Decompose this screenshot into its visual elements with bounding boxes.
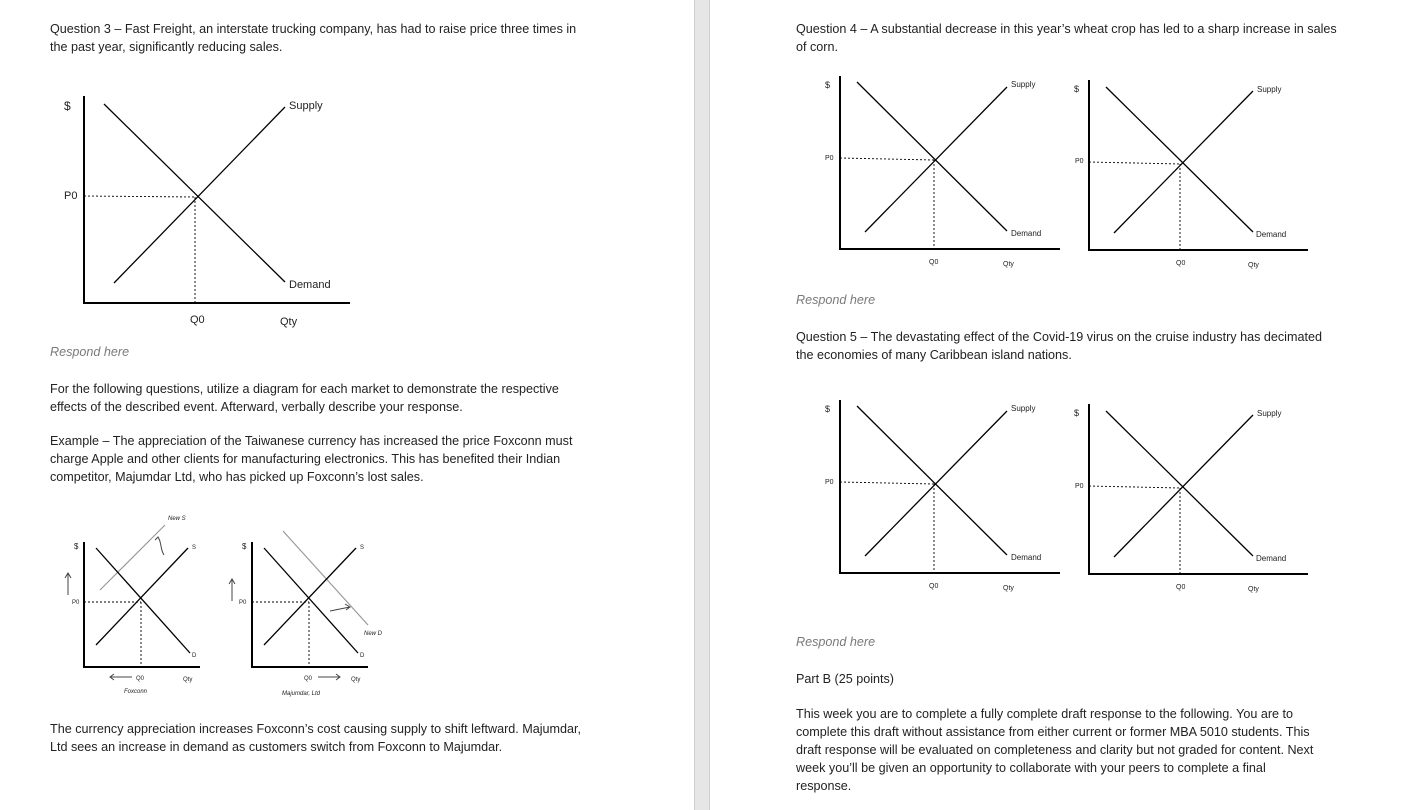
foxconn-new-supply-curve bbox=[100, 525, 165, 590]
q4-2-dollar-label: $ bbox=[1074, 84, 1080, 94]
majumdar-qty-right-arrow bbox=[318, 674, 340, 680]
q5-2-q0-label: Q0 bbox=[1176, 584, 1186, 591]
q5-diagrams bbox=[710, 380, 1403, 610]
example-text: Example – The appreciation of the Taiwanese currency has increased the price Foxconn must charge Apple and other clients for manufacturing electronics. This has benefited their Indian competitor, Majumdar Ltd, who has picked up Foxconn’s lost sales. bbox=[50, 434, 573, 484]
q5-1-dollar-label: $ bbox=[825, 404, 831, 414]
q4-2-demand-label: Demand bbox=[1256, 230, 1287, 239]
q5-1-supply-label: Supply bbox=[1011, 404, 1036, 413]
q5-diagram-2 bbox=[1074, 404, 1308, 593]
foxconn-price-label: P0 bbox=[72, 600, 80, 606]
foxconn-diagram bbox=[65, 516, 200, 695]
example-diagrams bbox=[0, 505, 694, 705]
foxconn-shift-arrow bbox=[155, 537, 164, 555]
q4-1-qty-label: Qty bbox=[1003, 261, 1014, 268]
majumdar-supply-label: S bbox=[360, 545, 365, 551]
page-gutter bbox=[694, 0, 710, 810]
q4-1-price-label: P0 bbox=[825, 155, 834, 162]
q4-1-demand-label: Demand bbox=[1011, 229, 1042, 238]
q4-diagram-2 bbox=[1074, 80, 1308, 269]
q4-1-q0-label: Q0 bbox=[929, 259, 939, 266]
respond-here-field-q5[interactable]: Respond here bbox=[796, 635, 876, 649]
q5-1-qty-label: Qty bbox=[1003, 585, 1014, 592]
foxconn-qty-label: Qty bbox=[183, 677, 193, 683]
q5-1-demand-label: Demand bbox=[1011, 553, 1042, 562]
q5-2-supply-label: Supply bbox=[1257, 409, 1282, 418]
q5-2-demand-label: Demand bbox=[1256, 554, 1287, 563]
q3-price-label: P0 bbox=[64, 190, 78, 202]
majumdar-demand-curve bbox=[264, 548, 358, 653]
foxconn-supply-label: S bbox=[192, 545, 197, 551]
majumdar-shift-arrow bbox=[330, 604, 350, 611]
q3-supply-label: Supply bbox=[289, 100, 323, 112]
respond-here-field-q3[interactable]: Respond here bbox=[50, 345, 130, 359]
part-b-text: This week you are to complete a fully complete draft response to the following. You are to complete this draft without assistance from either current or former MBA 5010 students. This draft response will be evaluated on completeness and clarity but not graded for content. Next week you’ll be given an opportunity to collaborate with your peers to complete a final response. bbox=[796, 707, 1314, 793]
question-4-text: Question 4 – A substantial decrease in this year’s wheat crop has led to a sharp increase in sales of corn. bbox=[796, 22, 1337, 54]
q4-2-supply-label: Supply bbox=[1257, 85, 1282, 94]
foxconn-q0-label: Q0 bbox=[136, 676, 145, 682]
q3-qty-label: Qty bbox=[280, 316, 298, 328]
example-answer-text: The currency appreciation increases Foxconn’s cost causing supply to shift leftward. Majumdar, Ltd sees an increase in demand as customers switch from Foxconn to Majumdar. bbox=[50, 722, 582, 754]
q5-2-price-label: P0 bbox=[1075, 483, 1084, 490]
foxconn-demand-curve bbox=[96, 548, 190, 653]
q4-diagram-1 bbox=[825, 76, 1060, 268]
q3-supply-demand-diagram bbox=[0, 0, 694, 340]
instructions-text: For the following questions, utilize a diagram for each market to demonstrate the respective effects of the described event. Afterward, verbally describe your response. bbox=[50, 382, 559, 414]
majumdar-diagram bbox=[229, 531, 383, 697]
foxconn-demand-label: D bbox=[192, 653, 197, 659]
q5-diagram-1 bbox=[825, 400, 1060, 592]
q4-2-price-label: P0 bbox=[1075, 158, 1084, 165]
foxconn-price-up-arrow bbox=[65, 573, 71, 595]
majumdar-new-demand-label: New D bbox=[364, 631, 383, 637]
majumdar-q0-label: Q0 bbox=[304, 676, 313, 682]
q4-1-dollar-label: $ bbox=[825, 80, 831, 90]
q4-2-q0-label: Q0 bbox=[1176, 260, 1186, 267]
question-5-text: Question 5 – The devastating effect of the Covid-19 virus on the cruise industry has decimated the economies of many Caribbean island nations. bbox=[796, 330, 1322, 362]
question-3-text: Question 3 – Fast Freight, an interstate trucking company, has had to raise price three times in the past year, significantly reducing sales. bbox=[50, 22, 577, 54]
q3-q0-label: Q0 bbox=[190, 314, 205, 326]
q5-2-qty-label: Qty bbox=[1248, 586, 1259, 593]
majumdar-market-label: Majumdar, Ltd bbox=[282, 691, 321, 697]
majumdar-price-label: P0 bbox=[239, 600, 247, 606]
majumdar-demand-label: D bbox=[360, 653, 365, 659]
q3-demand-label: Demand bbox=[289, 279, 331, 291]
foxconn-new-supply-label: New S bbox=[168, 516, 186, 522]
foxconn-dollar-label: $ bbox=[74, 542, 79, 551]
q3-demand-curve bbox=[104, 104, 285, 282]
q4-diagrams bbox=[710, 0, 1403, 280]
q3-dollar-label: $ bbox=[64, 99, 71, 113]
part-b-title: Part B (25 points) bbox=[796, 672, 894, 686]
q5-2-dollar-label: $ bbox=[1074, 408, 1080, 418]
majumdar-qty-label: Qty bbox=[351, 677, 361, 683]
respond-here-field-q4[interactable]: Respond here bbox=[796, 293, 876, 307]
majumdar-dollar-label: $ bbox=[242, 542, 247, 551]
q4-1-supply-label: Supply bbox=[1011, 80, 1036, 89]
foxconn-market-label: Foxconn bbox=[124, 689, 148, 695]
majumdar-price-up-arrow bbox=[229, 579, 235, 601]
q3-price-dash bbox=[84, 196, 195, 197]
left-page bbox=[0, 0, 694, 810]
q5-1-q0-label: Q0 bbox=[929, 583, 939, 590]
foxconn-qty-left-arrow bbox=[110, 674, 132, 680]
q5-1-price-label: P0 bbox=[825, 479, 834, 486]
right-page bbox=[710, 0, 1403, 810]
q4-2-qty-label: Qty bbox=[1248, 262, 1259, 269]
